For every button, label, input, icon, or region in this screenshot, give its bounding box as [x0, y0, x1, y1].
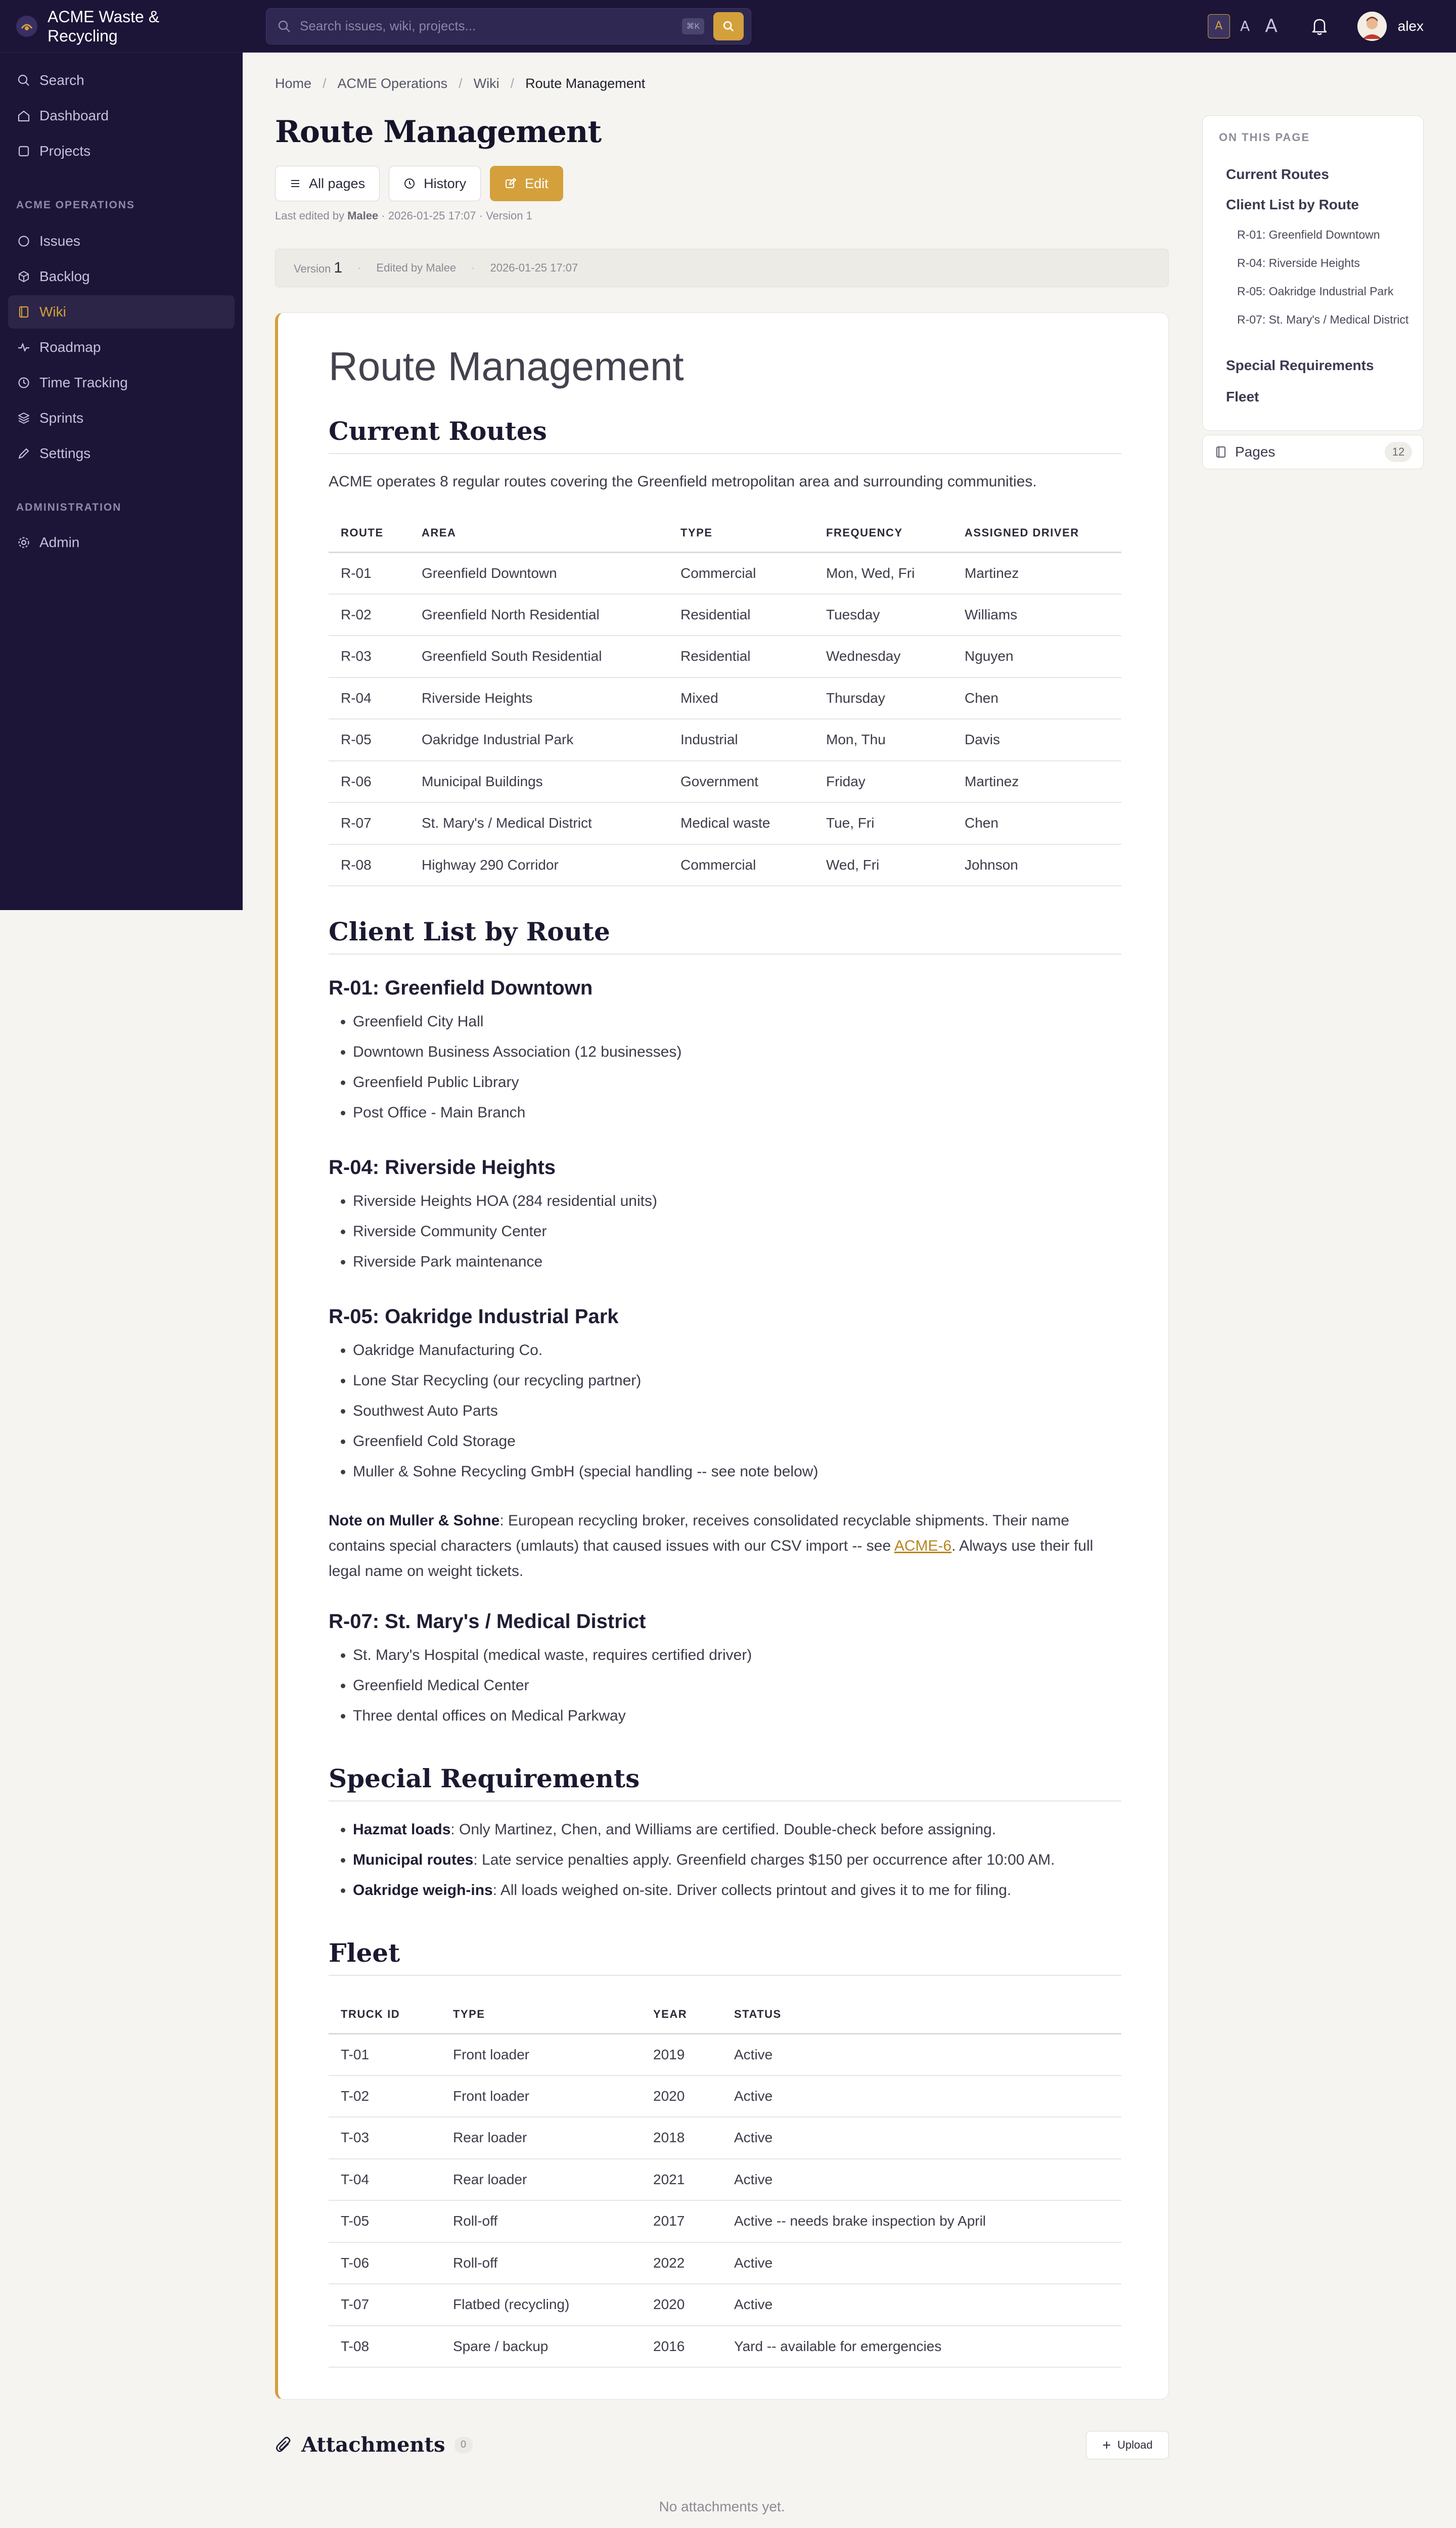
table-cell: 2017 — [641, 2200, 722, 2242]
table-cell: R-01 — [329, 552, 410, 594]
breadcrumb — [275, 76, 645, 92]
clock-icon — [403, 177, 416, 190]
attachments-count: 0 — [454, 2437, 473, 2453]
table-cell: Front loader — [441, 2034, 641, 2075]
sidebar-item-time-tracking[interactable]: Time Tracking — [8, 366, 235, 399]
column-header: ROUTE — [329, 515, 410, 552]
font-size-large[interactable]: A — [1265, 16, 1278, 36]
table-cell: R-04 — [329, 678, 410, 719]
client-list-r01 — [329, 1007, 1121, 1128]
muller-note: Note on Muller & Sohne: European recycling broker, receives consolidated recyclable shipments. Their name contains special characters (umlauts) that caused issues with our CSV import -- see ACME-6. Always use their full legal name on weight tickets. — [329, 1512, 1094, 1579]
table-cell: Front loader — [441, 2075, 641, 2117]
table-cell: R-07 — [329, 802, 410, 844]
table-cell: Martinez — [952, 761, 1121, 803]
list-item: • St. Mary's Hospital (medical waste, requires certified driver) — [353, 1640, 1121, 1671]
table-cell: T-02 — [329, 2075, 441, 2117]
table-row — [329, 2242, 1121, 2284]
table-row — [329, 594, 1121, 636]
table-cell: Rear loader — [441, 2159, 641, 2201]
folder-icon — [17, 145, 30, 158]
table-row — [329, 2159, 1121, 2201]
brand[interactable] — [0, 0, 243, 53]
toc-link-r07[interactable]: R-07: St. Mary's / Medical District — [1237, 313, 1409, 326]
table-cell: 2018 — [641, 2117, 722, 2159]
pages-link[interactable]: Pages 12 — [1202, 435, 1424, 469]
brand-name: ACME Waste & Recycling — [48, 7, 160, 45]
sidebar-item-sprints[interactable]: Sprints — [8, 401, 235, 435]
table-of-contents — [1202, 115, 1424, 431]
heading-current-routes: Current Routes — [329, 416, 1121, 454]
fleet-table-body — [329, 2034, 1121, 2367]
sidebar-item-admin[interactable]: Admin — [8, 526, 235, 559]
heading-fleet: Fleet — [329, 1938, 1121, 1976]
breadcrumb-current: Route Management — [525, 76, 646, 91]
table-cell: Flatbed (recycling) — [441, 2284, 641, 2326]
table-row — [329, 636, 1121, 678]
toc-link-client-list[interactable]: Client List by Route — [1226, 197, 1359, 212]
page-title: Route Management — [275, 114, 602, 150]
table-cell: R-03 — [329, 636, 410, 678]
search-icon — [722, 20, 735, 32]
home-icon — [17, 109, 30, 122]
heading-r05: R-05: Oakridge Industrial Park — [329, 1305, 619, 1328]
table-cell: Greenfield Downtown — [410, 552, 668, 594]
search-button[interactable] — [713, 12, 744, 40]
circle-dot-icon — [17, 235, 30, 248]
table-cell: Active — [722, 2034, 1121, 2075]
search-input[interactable]: Search issues, wiki, projects... — [300, 18, 476, 33]
edit-icon — [505, 177, 517, 190]
gear-icon — [17, 536, 30, 549]
list-item: • Hazmat loads: Only Martinez, Chen, and Williams are certified. Double-check before assigning. — [353, 1815, 1121, 1845]
sidebar-item-issues[interactable]: Issues — [8, 224, 235, 258]
table-cell: T-03 — [329, 2117, 441, 2159]
search-icon — [17, 74, 30, 87]
wiki-document — [329, 343, 1121, 2368]
routes-table-body — [329, 552, 1121, 886]
table-cell: Active — [722, 2159, 1121, 2201]
breadcrumb-home[interactable]: Home — [275, 76, 312, 91]
page-actions — [275, 166, 563, 201]
fleet-table — [329, 1996, 1121, 2368]
table-row — [329, 2284, 1121, 2326]
client-list-r04 — [329, 1186, 1121, 1277]
table-cell: Yard -- available for emergencies — [722, 2326, 1121, 2368]
current-routes-intro: ACME operates 8 regular routes covering the Greenfield metropolitan area and surrounding communities. — [329, 473, 1037, 490]
pages-count-badge: 12 — [1385, 442, 1412, 462]
font-size-switcher — [1208, 14, 1283, 38]
list-item: • Riverside Community Center — [353, 1216, 1121, 1247]
brand-logo-icon — [16, 16, 37, 37]
table-cell: 2021 — [641, 2159, 722, 2201]
breadcrumb-separator: / — [323, 76, 327, 91]
table-cell: Nguyen — [952, 636, 1121, 678]
table-cell: 2022 — [641, 2242, 722, 2284]
notifications-bell-icon[interactable] — [1311, 17, 1328, 35]
table-cell: Oakridge Industrial Park — [410, 719, 668, 761]
list-item: • Greenfield Cold Storage — [353, 1426, 1121, 1457]
table-row — [329, 802, 1121, 844]
history-button[interactable]: History — [389, 166, 481, 201]
list-item: • Greenfield City Hall — [353, 1007, 1121, 1037]
table-cell: 2016 — [641, 2326, 722, 2368]
sidebar-item-wiki[interactable]: Wiki — [8, 295, 235, 329]
table-cell: Commercial — [668, 844, 814, 886]
user-menu[interactable] — [1357, 12, 1424, 41]
table-row — [329, 2326, 1121, 2368]
table-cell: Commercial — [668, 552, 814, 594]
list-item: • Riverside Park maintenance — [353, 1247, 1121, 1277]
client-list-r05 — [329, 1335, 1121, 1487]
table-cell: Williams — [952, 594, 1121, 636]
heading-r04: R-04: Riverside Heights — [329, 1156, 556, 1179]
table-cell: T-04 — [329, 2159, 441, 2201]
table-cell: Greenfield North Residential — [410, 594, 668, 636]
table-cell: Mixed — [668, 678, 814, 719]
toc-link-current-routes[interactable]: Current Routes — [1226, 166, 1329, 182]
toc-link-fleet[interactable]: Fleet — [1226, 389, 1259, 404]
toc-link-r04[interactable]: R-04: Riverside Heights — [1237, 256, 1360, 269]
search-shortcut-hint: ⌘K — [682, 18, 704, 34]
table-cell: Wednesday — [814, 636, 952, 678]
column-header: TRUCK ID — [329, 1996, 441, 2034]
table-cell: Thursday — [814, 678, 952, 719]
table-cell: Friday — [814, 761, 952, 803]
table-cell: Active — [722, 2075, 1121, 2117]
table-cell: Chen — [952, 678, 1121, 719]
table-cell: Mon, Thu — [814, 719, 952, 761]
table-row — [329, 761, 1121, 803]
list-item: • Oakridge Manufacturing Co. — [353, 1335, 1121, 1366]
layers-icon — [17, 412, 30, 425]
clock-icon — [17, 376, 30, 389]
table-cell: Roll-off — [441, 2242, 641, 2284]
table-cell: 2020 — [641, 2075, 722, 2117]
font-size-medium[interactable]: A — [1240, 18, 1250, 34]
breadcrumb-project[interactable]: ACME Operations — [337, 76, 448, 91]
table-cell: R-02 — [329, 594, 410, 636]
table-cell: Martinez — [952, 552, 1121, 594]
last-edited-author: Malee — [347, 209, 379, 222]
table-cell: St. Mary's / Medical District — [410, 802, 668, 844]
document-title: Route Management — [329, 344, 684, 389]
breadcrumb-separator: / — [459, 76, 463, 91]
paperclip-icon — [275, 2436, 292, 2454]
sidebar-section-project: ACME OPERATIONS — [16, 199, 135, 211]
list-item: • Muller & Sohne Recycling GmbH (special handling -- see note below) — [353, 1457, 1121, 1487]
table-cell: Municipal Buildings — [410, 761, 668, 803]
list-item: • Lone Star Recycling (our recycling partner) — [353, 1366, 1121, 1396]
version-edited-by: Edited by Malee — [376, 261, 457, 274]
table-cell: 2020 — [641, 2284, 722, 2326]
table-cell: T-05 — [329, 2200, 441, 2242]
table-cell: Spare / backup — [441, 2326, 641, 2368]
list-item: • Municipal routes: Late service penalties apply. Greenfield charges $150 per occurrence after 10:00 AM. — [353, 1845, 1121, 1875]
search-icon — [278, 20, 291, 33]
plus-icon — [1102, 2441, 1111, 2450]
top-bar — [0, 0, 1456, 53]
special-requirements-list — [329, 1815, 1121, 1906]
table-cell: 2019 — [641, 2034, 722, 2075]
upload-button[interactable]: Upload — [1086, 2431, 1169, 2459]
version-bar: Version 1 · Edited by Malee · 2026-01-25 17:07 — [275, 249, 1169, 287]
list-item: • Greenfield Medical Center — [353, 1671, 1121, 1701]
table-row — [329, 678, 1121, 719]
heading-r07: R-07: St. Mary's / Medical District — [329, 1610, 646, 1633]
table-cell: Wed, Fri — [814, 844, 952, 886]
sidebar — [0, 53, 243, 910]
table-cell: Roll-off — [441, 2200, 641, 2242]
table-cell: Tue, Fri — [814, 802, 952, 844]
sidebar-item-search[interactable]: Search — [8, 64, 235, 97]
table-cell: Active -- needs brake inspection by April — [722, 2200, 1121, 2242]
avatar — [1357, 12, 1387, 41]
pulse-icon — [17, 341, 30, 354]
list-icon — [290, 178, 301, 189]
table-cell: R-08 — [329, 844, 410, 886]
heading-r01: R-01: Greenfield Downtown — [329, 977, 593, 999]
list-item: • Downtown Business Association (12 businesses) — [353, 1037, 1121, 1067]
breadcrumb-separator: / — [510, 76, 515, 91]
table-cell: Mon, Wed, Fri — [814, 552, 952, 594]
version-timestamp: 2026-01-25 17:07 — [490, 261, 578, 274]
column-header: ASSIGNED DRIVER — [952, 515, 1121, 552]
table-cell: Chen — [952, 802, 1121, 844]
sidebar-item-backlog[interactable]: Backlog — [8, 260, 235, 293]
toc-link-r05[interactable]: R-05: Oakridge Industrial Park — [1237, 285, 1394, 298]
user-name: alex — [1397, 18, 1424, 34]
list-item: • Oakridge weigh-ins: All loads weighed on-site. Driver collects printout and gives it to me for filing. — [353, 1875, 1121, 1906]
table-row — [329, 552, 1121, 594]
heading-special-requirements: Special Requirements — [329, 1764, 1121, 1801]
table-cell: R-05 — [329, 719, 410, 761]
column-header: STATUS — [722, 1996, 1121, 2034]
all-pages-button[interactable]: All pages — [275, 166, 380, 201]
box-icon — [17, 270, 30, 283]
pencil-icon — [17, 447, 30, 460]
table-cell: Active — [722, 2284, 1121, 2326]
table-cell: Active — [722, 2242, 1121, 2284]
table-row — [329, 2200, 1121, 2242]
version-number: 1 — [334, 259, 343, 276]
table-row — [329, 2075, 1121, 2117]
table-cell: T-06 — [329, 2242, 441, 2284]
table-cell: Medical waste — [668, 802, 814, 844]
table-row — [329, 2117, 1121, 2159]
issue-link-acme-6[interactable]: ACME-6 — [894, 1538, 952, 1554]
edit-button[interactable]: Edit — [490, 166, 563, 201]
global-search[interactable] — [266, 8, 751, 44]
client-list-r07 — [329, 1640, 1121, 1731]
sidebar-item-settings[interactable]: Settings — [8, 437, 235, 470]
toc-link-special-requirements[interactable]: Special Requirements — [1226, 357, 1374, 373]
table-cell: Residential — [668, 594, 814, 636]
routes-table — [329, 515, 1121, 886]
table-cell: Davis — [952, 719, 1121, 761]
column-header: FREQUENCY — [814, 515, 952, 552]
table-cell: R-06 — [329, 761, 410, 803]
toc-heading: ON THIS PAGE — [1219, 131, 1310, 144]
book-icon — [17, 305, 30, 319]
table-cell: T-07 — [329, 2284, 441, 2326]
table-cell: Greenfield South Residential — [410, 636, 668, 678]
column-header: TYPE — [668, 515, 814, 552]
list-item: • Southwest Auto Parts — [353, 1396, 1121, 1426]
sidebar-item-roadmap[interactable]: Roadmap — [8, 331, 235, 364]
table-cell: Active — [722, 2117, 1121, 2159]
attachments-empty-state: No attachments yet. — [659, 2499, 785, 2514]
table-row — [329, 2034, 1121, 2075]
list-item: • Post Office - Main Branch — [353, 1098, 1121, 1128]
toc-link-r01[interactable]: R-01: Greenfield Downtown — [1237, 228, 1380, 241]
column-header: AREA — [410, 515, 668, 552]
sidebar-item-dashboard[interactable]: Dashboard — [8, 99, 235, 132]
table-row — [329, 719, 1121, 761]
table-cell: Industrial — [668, 719, 814, 761]
table-cell: Tuesday — [814, 594, 952, 636]
sidebar-item-projects[interactable]: Projects — [8, 134, 235, 168]
table-row — [329, 844, 1121, 886]
table-cell: Rear loader — [441, 2117, 641, 2159]
table-cell: Highway 290 Corridor — [410, 844, 668, 886]
font-size-small[interactable]: A — [1208, 14, 1230, 38]
table-cell: T-08 — [329, 2326, 441, 2368]
last-edited-meta: Last edited by Malee · 2026-01-25 17:07 · Version 1 — [275, 209, 532, 222]
column-header: YEAR — [641, 1996, 722, 2034]
table-cell: Residential — [668, 636, 814, 678]
table-cell: Johnson — [952, 844, 1121, 886]
list-item: • Greenfield Public Library — [353, 1067, 1121, 1098]
wiki-content-card — [275, 312, 1169, 2400]
list-item: • Riverside Heights HOA (284 residential units) — [353, 1186, 1121, 1216]
heading-client-list: Client List by Route — [329, 917, 1121, 955]
table-cell: T-01 — [329, 2034, 441, 2075]
list-item: • Three dental offices on Medical Parkway — [353, 1701, 1121, 1731]
attachments-heading: Attachments 0 — [275, 2433, 473, 2457]
table-cell: Government — [668, 761, 814, 803]
table-cell: Riverside Heights — [410, 678, 668, 719]
book-icon — [1215, 445, 1227, 459]
sidebar-section-admin: ADMINISTRATION — [16, 502, 122, 513]
column-header: TYPE — [441, 1996, 641, 2034]
breadcrumb-wiki[interactable]: Wiki — [473, 76, 499, 91]
